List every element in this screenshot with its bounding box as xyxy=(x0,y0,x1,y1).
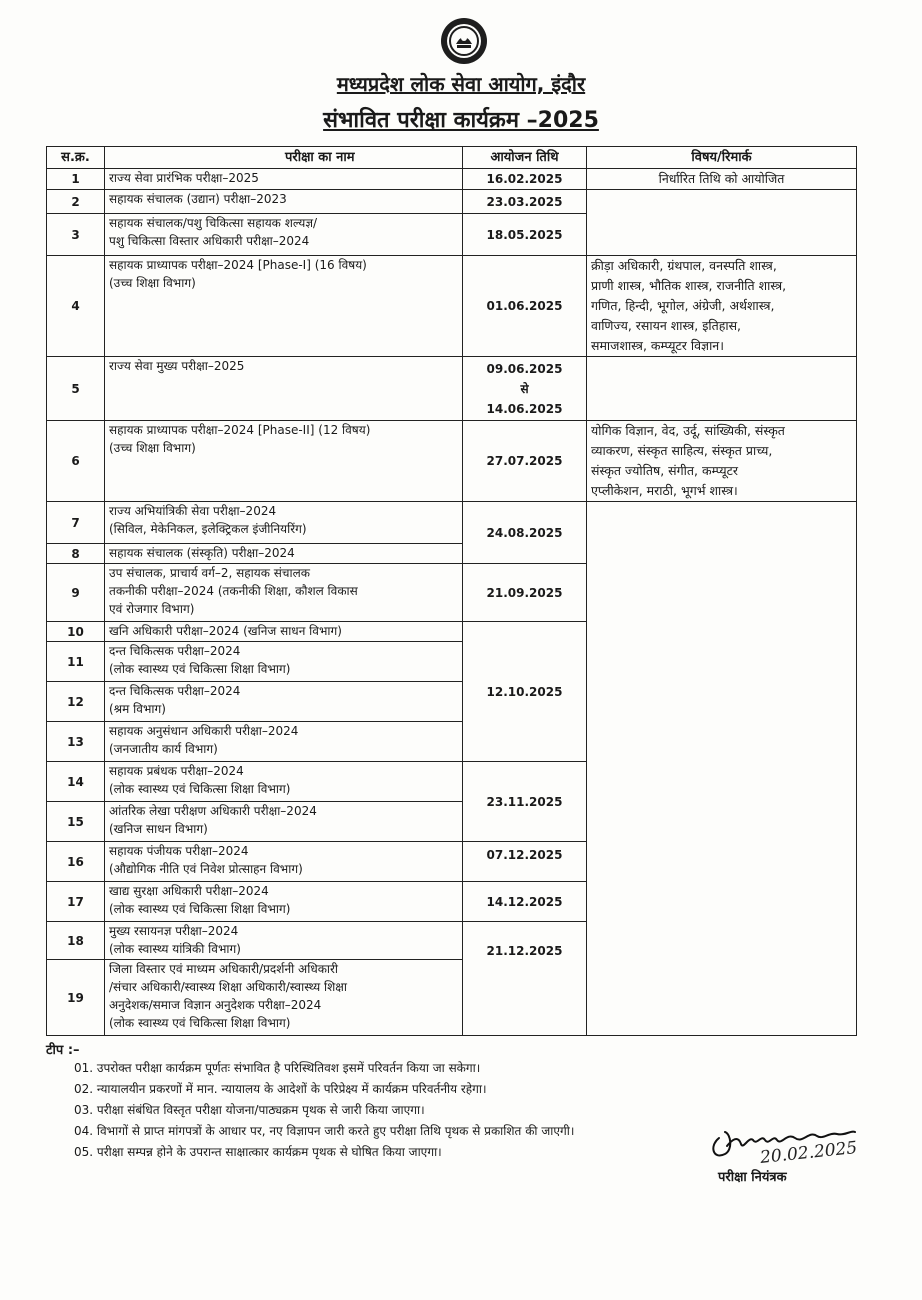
serial-cell: 7 xyxy=(47,502,105,544)
note-item: 05. परीक्षा सम्पन्न होने के उपरान्त साक्षात्कार कार्यक्रम पृथक से घोषित किया जाएगा। xyxy=(74,1145,442,1159)
note-item: 01. उपरोक्त परीक्षा कार्यक्रम पूर्णतः संभावित है परिस्थितिवश इसमें परिवर्तन किया जा सकेगा। xyxy=(74,1061,481,1075)
exam-name-cell: सहायक पंजीयक परीक्षा–2024 (औद्योगिक नीति एवं निवेश प्रोत्साहन विभाग) xyxy=(105,842,463,882)
date-cell: 21.09.2025 xyxy=(463,564,587,622)
exam-name-cell: दन्त चिकित्सक परीक्षा–2024 (लोक स्वास्थ्य एवं चिकित्सा शिक्षा विभाग) xyxy=(105,642,463,682)
date-cell: 23.03.2025 xyxy=(463,190,587,214)
note-item: 04. विभागों से प्राप्त मांगपत्रों के आधार पर, नए विज्ञापन जारी करते हुए परीक्षा तिथि पृथक से प्रकाशित की जाएगी। xyxy=(74,1124,575,1138)
date-cell: 14.12.2025 xyxy=(463,882,587,922)
note-item: 02. न्यायालयीन प्रकरणों में मान. न्यायालय के आदेशों के परिप्रेक्ष्य में कार्यक्रम परिवर्तनीय रहेगा। xyxy=(74,1082,487,1096)
notes-heading: टीप :– xyxy=(46,1043,80,1058)
exam-name-cell: राज्य सेवा प्रारंभिक परीक्षा–2025 xyxy=(105,169,463,190)
exam-name-cell: खनि अधिकारी परीक्षा–2024 (खनिज साधन विभाग) xyxy=(105,622,463,642)
exam-name-cell: आंतरिक लेखा परीक्षण अधिकारी परीक्षा–2024 (खनिज साधन विभाग) xyxy=(105,802,463,842)
remark-cell: निर्धारित तिथि को आयोजित xyxy=(587,169,857,190)
signature-date: 20.02.2025 xyxy=(759,1137,859,1169)
serial-cell: 13 xyxy=(47,722,105,762)
date-cell: 21.12.2025 xyxy=(463,922,587,1036)
serial-cell: 17 xyxy=(47,882,105,922)
table-row xyxy=(47,357,857,421)
serial-cell: 5 xyxy=(47,357,105,421)
serial-cell: 16 xyxy=(47,842,105,882)
serial-cell: 1 xyxy=(47,169,105,190)
exam-name-cell: मुख्य रसायनज्ञ परीक्षा–2024 (लोक स्वास्थ्य यांत्रिकी विभाग) xyxy=(105,922,463,960)
column-header-remarks: विषय/रिमार्क xyxy=(587,147,857,169)
exam-name-cell: दन्त चिकित्सक परीक्षा–2024 (श्रम विभाग) xyxy=(105,682,463,722)
exam-name-cell: सहायक संचालक (संस्कृति) परीक्षा–2024 xyxy=(105,544,463,564)
table-header-row xyxy=(47,147,857,169)
date-cell: 24.08.2025 xyxy=(463,502,587,564)
serial-cell: 2 xyxy=(47,190,105,214)
mppsc-emblem-icon xyxy=(439,16,489,66)
date-cell: 23.11.2025 xyxy=(463,762,587,842)
date-cell: 16.02.2025 xyxy=(463,169,587,190)
exam-name-cell: सहायक संचालक (उद्यान) परीक्षा–2023 xyxy=(105,190,463,214)
date-range-cell: 09.06.2025 से 14.06.2025 xyxy=(463,357,587,421)
remark-cell-subjects-phase1: क्रीड़ा अधिकारी, ग्रंथपाल, वनस्पति शास्त्र, प्राणी शास्त्र, भौतिक शास्त्र, राजनीति शास्त्र, गणित, हिन्दी, भूगोल, अंग्रेजी, अर्थशास्त्र, वाणिज्य, रसायन शास्त्र, इतिहास, समाजशास्त्र, कम्प्यूटर विज्ञान। xyxy=(587,256,857,357)
table-row xyxy=(47,190,857,214)
exam-name-cell: राज्य सेवा मुख्य परीक्षा–2025 xyxy=(105,357,463,421)
table-row xyxy=(47,502,857,544)
exam-name-cell: राज्य अभियांत्रिकी सेवा परीक्षा–2024 (सिविल, मेकेनिकल, इलेक्ट्रिकल इंजीनियरिंग) xyxy=(105,502,463,544)
exam-name-cell: खाद्य सुरक्षा अधिकारी परीक्षा–2024 (लोक स्वास्थ्य एवं चिकित्सा शिक्षा विभाग) xyxy=(105,882,463,922)
exam-name-cell: सहायक प्राध्यापक परीक्षा–2024 [Phase-II] (12 विषय) (उच्च शिक्षा विभाग) xyxy=(105,421,463,502)
table-row xyxy=(47,421,857,502)
exam-schedule-table xyxy=(46,146,857,1036)
table-row xyxy=(47,169,857,190)
date-cell: 18.05.2025 xyxy=(463,214,587,256)
remark-cell-empty xyxy=(587,190,857,256)
exam-name-cell: सहायक संचालक/पशु चिकित्सा सहायक शल्यज्ञ/ पशु चिकित्सा विस्तार अधिकारी परीक्षा–2024 xyxy=(105,214,463,256)
serial-cell: 3 xyxy=(47,214,105,256)
date-cell: 07.12.2025 xyxy=(463,842,587,882)
serial-cell: 12 xyxy=(47,682,105,722)
exam-name-cell: उप संचालक, प्राचार्य वर्ग–2, सहायक संचालक तकनीकी परीक्षा–2024 (तकनीकी शिक्षा, कौशल विकास एवं रोजगार विभाग) xyxy=(105,564,463,622)
organization-title: मध्यप्रदेश लोक सेवा आयोग, इंदौर xyxy=(336,72,586,96)
remark-cell-empty xyxy=(587,357,857,421)
table-row xyxy=(47,256,857,357)
date-cell: 12.10.2025 xyxy=(463,622,587,762)
serial-cell: 4 xyxy=(47,256,105,357)
serial-cell: 14 xyxy=(47,762,105,802)
page-title: संभावित परीक्षा कार्यक्रम –2025 xyxy=(323,108,599,133)
exam-name-cell: सहायक प्रबंधक परीक्षा–2024 (लोक स्वास्थ्य एवं चिकित्सा शिक्षा विभाग) xyxy=(105,762,463,802)
date-cell: 01.06.2025 xyxy=(463,256,587,357)
column-header-exam-name: परीक्षा का नाम xyxy=(105,147,463,169)
serial-cell: 11 xyxy=(47,642,105,682)
serial-cell: 9 xyxy=(47,564,105,622)
exam-name-cell: जिला विस्तार एवं माध्यम अधिकारी/प्रदर्शनी अधिकारी /संचार अधिकारी/स्वास्थ्य शिक्षा अधिकारी/स्वास्थ्य शिक्षा अनुदेशक/समाज विज्ञान अनुदेशक परीक्षा–2024 (लोक स्वास्थ्य एवं चिकित्सा शिक्षा विभाग) xyxy=(105,960,463,1036)
note-item: 03. परीक्षा संबंधित विस्तृत परीक्षा योजना/पाठ्यक्रम पृथक से जारी किया जाएगा। xyxy=(74,1103,425,1117)
exam-name-cell: सहायक प्राध्यापक परीक्षा–2024 [Phase-I] (16 विषय) (उच्च शिक्षा विभाग) xyxy=(105,256,463,357)
date-cell: 27.07.2025 xyxy=(463,421,587,502)
remark-cell-subjects-phase2: योगिक विज्ञान, वेद, उर्दू, सांख्यिकी, संस्कृत व्याकरण, संस्कृत साहित्य, संस्कृत प्राच्य, संस्कृत ज्योतिष, संगीत, कम्प्यूटर एप्लीकेशन, मराठी, भूगर्भ शास्त्र। xyxy=(587,421,857,502)
column-header-serial: स.क्र. xyxy=(47,147,105,169)
exam-name-cell: सहायक अनुसंधान अधिकारी परीक्षा–2024 (जनजातीय कार्य विभाग) xyxy=(105,722,463,762)
serial-cell: 8 xyxy=(47,544,105,564)
serial-cell: 19 xyxy=(47,960,105,1036)
serial-cell: 15 xyxy=(47,802,105,842)
serial-cell: 6 xyxy=(47,421,105,502)
signatory-designation: परीक्षा नियंत्रक xyxy=(718,1170,787,1185)
serial-cell: 18 xyxy=(47,922,105,960)
serial-cell: 10 xyxy=(47,622,105,642)
remark-cell-empty xyxy=(587,502,857,1036)
column-header-date: आयोजन तिथि xyxy=(463,147,587,169)
notes-list xyxy=(74,1058,574,1163)
